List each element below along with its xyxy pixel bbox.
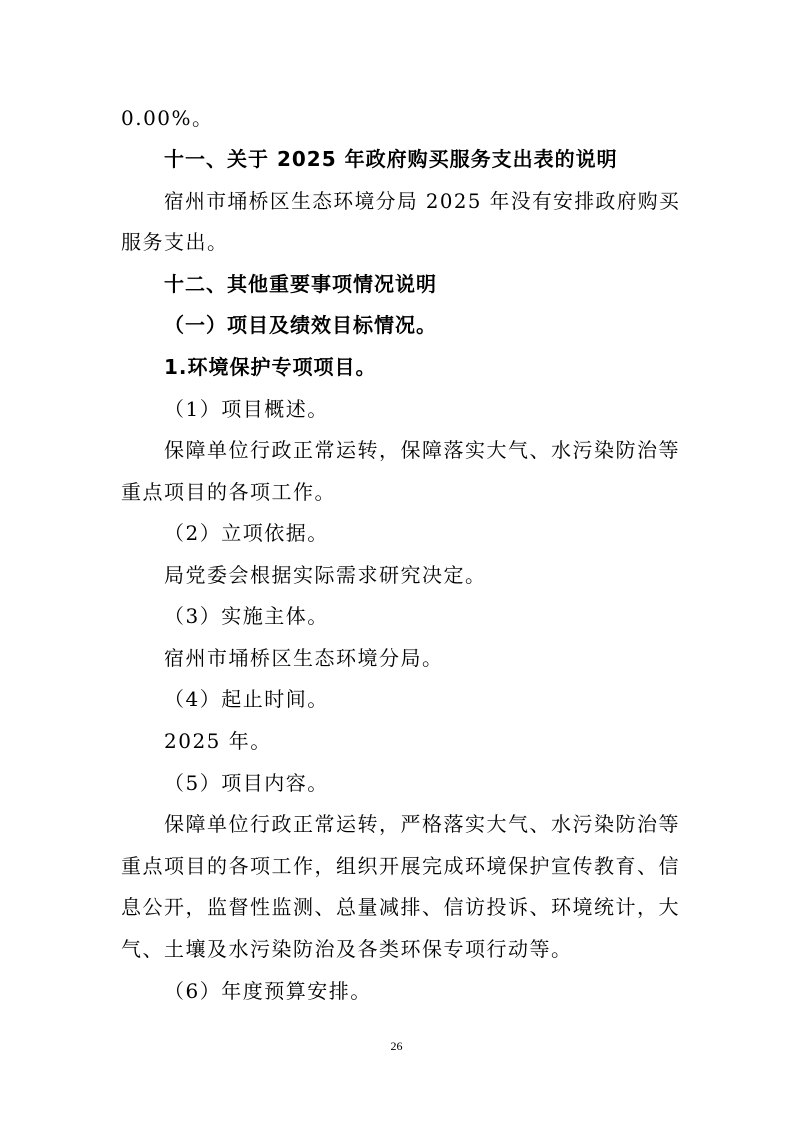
paragraph-line: 服务支出。 xyxy=(121,230,229,254)
subsection-heading: （一）项目及绩效目标情况。 xyxy=(164,313,437,337)
item-heading: 1.环境保护专项项目。 xyxy=(164,355,377,379)
item-subheading: （2）立项依据。 xyxy=(164,521,329,545)
paragraph-line: 保障单位行政正常运转，严格落实大气、水污染防治等 xyxy=(164,812,680,836)
item-subheading: （6）年度预算安排。 xyxy=(164,979,372,1003)
paragraph-line: 气、土壤及水污染防治及各类环保专项行动等。 xyxy=(121,937,573,961)
paragraph-line: 重点项目的各项工作，组织开展完成环境保护宣传教育、信 xyxy=(121,854,680,878)
paragraph-line: 宿州市埇桥区生态环境分局。 xyxy=(164,646,444,670)
item-subheading: （1）项目概述。 xyxy=(164,397,329,421)
section-heading-11: 十一、关于 2025 年政府购买服务支出表的说明 xyxy=(164,147,618,171)
paragraph-line: 重点项目的各项工作。 xyxy=(121,480,336,504)
item-subheading: （4）起止时间。 xyxy=(164,687,329,711)
paragraph-line: 息公开，监督性监测、总量减排、信访投诉、环境统计，大 xyxy=(121,895,680,919)
paragraph-line: 保障单位行政正常运转，保障落实大气、水污染防治等 xyxy=(164,438,680,462)
text-line-percentage: 0.00%。 xyxy=(121,106,214,130)
paragraph-line: 2025 年。 xyxy=(164,729,272,753)
paragraph-line: 宿州市埇桥区生态环境分局 2025 年没有安排政府购买 xyxy=(164,189,681,213)
paragraph-line: 局党委会根据实际需求研究决定。 xyxy=(164,563,487,587)
section-heading-12: 十二、其他重要事项情况说明 xyxy=(164,272,437,296)
item-subheading: （5）项目内容。 xyxy=(164,771,329,795)
item-subheading: （3）实施主体。 xyxy=(164,604,329,628)
page-number: 26 xyxy=(390,1039,403,1053)
